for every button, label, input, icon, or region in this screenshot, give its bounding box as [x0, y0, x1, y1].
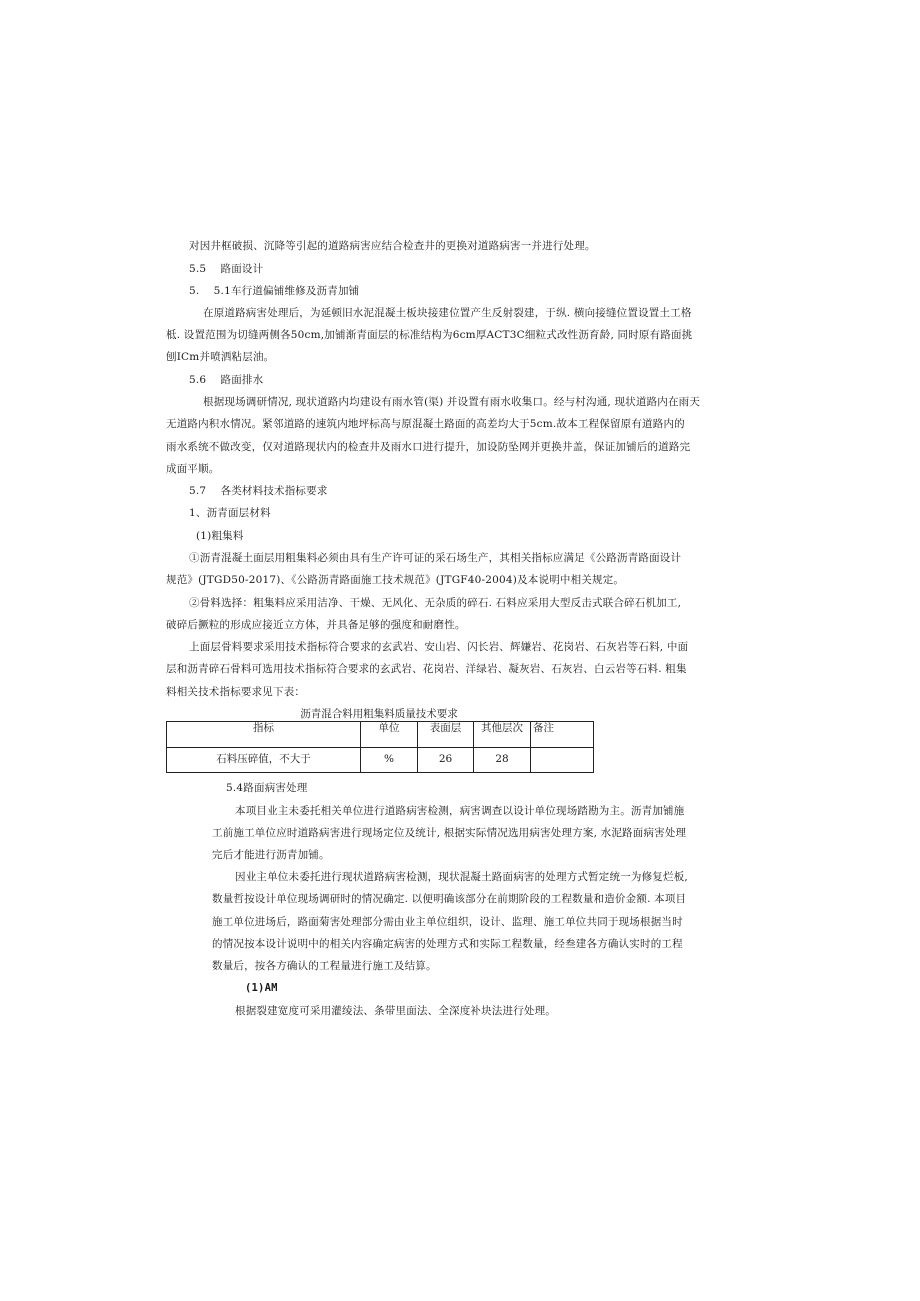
- table-cell: 28: [474, 747, 531, 773]
- paragraph-line: 的情况按本设计说明中的相关内容确定病害的处理方式和实际工程数量，经叁建各方确认实时的工程: [212, 938, 683, 950]
- subsection-heading-5-5-1: 5. 5.1车行道偏铺维修及沥青加铺: [189, 285, 360, 297]
- paragraph-line: 破碎后撅粒的形成应接近立方体，并具备足够的强度和耐磨性。: [166, 619, 466, 631]
- paragraph-line: ①沥青混凝土面层用粗集料必须由具有生产许可证的采石场生产，其相关指标应满足《公路沥青路面设计: [189, 552, 682, 564]
- section-heading-5-6: 5.6 路面排水: [189, 374, 264, 386]
- paragraph-line: 在原道路病害处理后，为延顿旧水泥混凝土板块接建位置产生反射裂建，于纵. 横向接缝位置设置土工格: [203, 307, 692, 319]
- table-header-cell: 备注: [531, 722, 594, 748]
- section-heading-5-7: 5.7 各类材料技术指标要求: [189, 485, 328, 497]
- paragraph-line: 层和沥青碎石骨料可选用技术指标符合要求的玄武岩、花岗岩、洋绿岩、凝灰岩、石灰岩、白云岩等石料. 粗集: [166, 663, 687, 675]
- paragraph-line: 柢. 设置范围为切缝两侧各50cm,加铺渐青面层的标准结构为6cm厚ACT3C细粒式改性沥育龄, 同时原有路面挑: [166, 329, 693, 341]
- table-cell: 26: [418, 747, 474, 773]
- paragraph-line: 成面平顺。: [166, 463, 220, 475]
- table-cell: [531, 747, 594, 773]
- table-cell: 石料压碎值，不大于: [167, 747, 361, 773]
- paragraph-line: 刨ICm并喷洒粘层油。: [166, 351, 275, 363]
- table-header-row: [167, 722, 594, 748]
- paragraph-line: 无道路内积水情况。紧邻道路的速筑内地坪标高与原混凝土路面的高差均大于5cm.故本工程保留原有道路内的: [166, 418, 685, 430]
- table-header-cell: 其他层次: [474, 722, 531, 748]
- list-heading: 1、沥青面层材料: [189, 507, 271, 519]
- table-header-cell: 表面层: [418, 722, 474, 748]
- paragraph-line: 工前施工单位应时道路病害进行现场定位及统计, 根据实际情况选用病害处理方案, 水泥路面病害处理: [212, 827, 687, 839]
- aggregate-spec-table: [166, 721, 594, 773]
- list-subheading: (1)粗集料: [196, 530, 244, 542]
- table-header-cell: 单位: [361, 722, 418, 748]
- paragraph-line: 上面层骨料要求采用技术指标符合要求的玄武岩、安山岩、闪长岩、辉嫌岩、花岗岩、石灰岩等石料, 中面: [189, 641, 689, 653]
- paragraph-line: 对因井框破损、沉降等引起的道路病害应结合检查井的更换对道路病害一并进行处理。: [189, 240, 596, 252]
- paragraph-line: 因业主单位未委托进行现状道路病害检测，现状混凝土路面病害的处理方式暂定统一为修复烂板,: [235, 871, 688, 883]
- paragraph-line: ②骨料选择：粗集料应采用洁净、干燥、无风化、无杂质的碎石. 石料应采用大型反击式联合碎石机加工,: [189, 597, 682, 609]
- paragraph-line: 数量哲按设计单位现场调研时的情况确定. 以便明确该部分在前期阶段的工程数量和造价金额. 本项目: [212, 893, 687, 905]
- table-row: [167, 747, 594, 773]
- paragraph-line: 雨水系统不做改变，仅对道路现状内的检查井及雨水口进行提升，加设防坠网并更换井盖，保证加铺后的道路完: [166, 441, 691, 453]
- table-caption: 沥青混合料用粗集料质量技术要求: [300, 708, 458, 720]
- paragraph-line: 料相关技术指标要求见下表：: [166, 686, 306, 698]
- paragraph-line: 施工单位进场后，路面菊害处理部分需由业主单位组织，设计、监理、施工单位共同于现场根据当时: [212, 916, 683, 928]
- paragraph-line: 根据现场调研情况, 现状道路内均建设有雨水管(渠) 并设置有雨水收集口。经与村沟通, 现状道路内在雨天: [203, 396, 701, 408]
- paragraph-line: 规范》(JTGD50-2017)、《公路沥青路面施工技术规范》(JTGF40-2004)及本说明中相关规定。: [166, 574, 625, 586]
- table-header-cell: 指标: [167, 722, 361, 748]
- paragraph-line: 根据裂建宽度可采用灌绫法、条带里面法、全深度补块法进行处理。: [235, 1005, 556, 1017]
- paragraph-line: 本项目业主未委托相关单位进行道路病害检测，病害调查以设计单位现场踏勘为主。沥青加铺施: [235, 805, 685, 817]
- paragraph-line: 数量后，按各方确认的工程量进行施工及结算。: [212, 960, 437, 972]
- section-heading-5-5: 5.5 路面设计: [189, 263, 264, 275]
- section-heading-5-4: 5.4路面病害处理: [226, 782, 308, 794]
- paragraph-line: 完后才能进行沥青加铺。: [212, 849, 330, 861]
- table-cell: %: [361, 747, 418, 773]
- list-subheading: (1)AM: [245, 982, 278, 994]
